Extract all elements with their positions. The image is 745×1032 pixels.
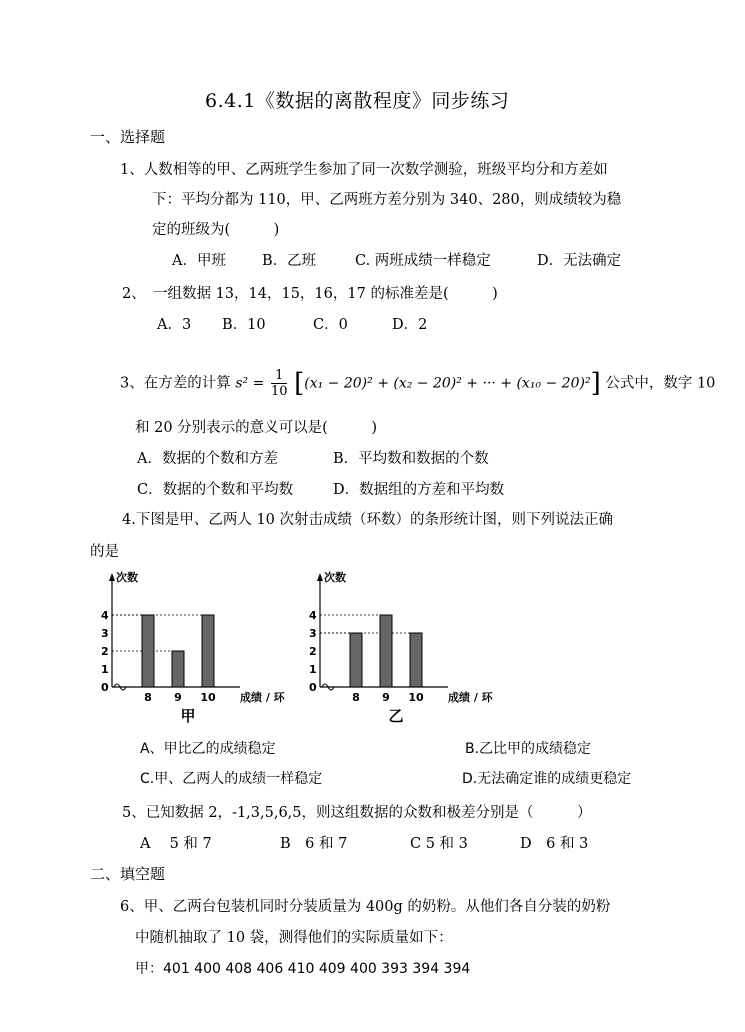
- yi-bar-10: [410, 633, 422, 687]
- q5-option-c: C 5 和 3: [410, 836, 468, 852]
- q5-option-d: D 6 和 3: [520, 836, 589, 852]
- q1-option-c: C. 两班成绩一样稳定: [355, 253, 491, 269]
- q4-option-d: D.无法确定谁的成绩更稳定: [462, 771, 632, 787]
- yi-y-tick-3: 3: [309, 627, 317, 640]
- q3-option-a: A．数据的个数和方差: [137, 451, 278, 467]
- q1-line2: 下：平均分都为 110，甲、乙两班方差分别为 340、280，则成绩较为稳: [152, 192, 622, 208]
- yi-y-tick-4: 4: [309, 609, 317, 622]
- q4-option-b: B.乙比甲的成绩稳定: [465, 741, 592, 757]
- yi-bar-9: [380, 615, 392, 687]
- jia-bar-9: [172, 651, 184, 687]
- q4-line2: 的是: [90, 544, 119, 560]
- jia-y-tick-0: 0: [101, 681, 109, 694]
- yi-bar-8: [350, 633, 362, 687]
- q3-prefix: 3、在方差的计算: [120, 375, 231, 392]
- jia-y-tick-4: 4: [101, 609, 109, 622]
- yi-y-tick-2: 2: [309, 645, 317, 658]
- jia-y-tick-2: 2: [101, 645, 109, 658]
- yi-y-arrow: [317, 573, 323, 581]
- q3-option-b: B．平均数和数据的个数: [333, 451, 489, 467]
- jia-bar-10: [202, 615, 214, 687]
- q3-fraction-numerator: 1: [271, 368, 288, 384]
- q3-fraction-denominator: 10: [270, 384, 288, 399]
- q1-option-b: B．乙班: [262, 253, 317, 269]
- q1-line3: 定的班级为( ): [152, 222, 280, 238]
- q1-option-a: A．甲班: [172, 253, 226, 269]
- q2-line1: 2、 一组数据 13，14，15，16，17 的标准差是( ): [122, 286, 498, 302]
- jia-x-tick-8: 8: [144, 691, 152, 704]
- yi-y-tick-0: 0: [309, 681, 317, 694]
- jia-y-tick-3: 3: [101, 627, 109, 640]
- q5-line1: 5、已知数据 2，-1,3,5,6,5，则这组数据的众数和极差分别是（ ）: [122, 805, 592, 821]
- jia-x-tick-10: 10: [200, 691, 216, 704]
- q3-option-c: C．数据的个数和平均数: [137, 482, 294, 498]
- q6-line3: 甲：401 400 408 406 410 409 400 393 394 394: [135, 961, 471, 977]
- jia-title: 甲: [180, 707, 196, 725]
- q5-option-a: A 5 和 7: [140, 836, 212, 852]
- bar-chart-jia: [90, 565, 300, 730]
- q6-line2: 中随机抽取了 10 袋，测得他们的实际质量如下：: [135, 930, 453, 946]
- q3-option-d: D．数据组的方差和平均数: [333, 482, 505, 498]
- q3-formula-lhs: s² =: [235, 375, 265, 392]
- jia-x-tick-9: 9: [174, 691, 182, 704]
- q2-option-b: B．10: [222, 317, 266, 333]
- q3-formula-line: 3、在方差的计算 s² = $\frac{1}{10}$ [(x₁ − 20)² + (x₂ − 20)² + ··· + (x₁₀ − 20)²] 公式中，数字 10: [120, 368, 716, 399]
- yi-x-tick-9: 9: [382, 691, 390, 704]
- jia-bar-8: [142, 615, 154, 687]
- q3-line2: 和 20 分别表示的意义可以是( ): [135, 420, 377, 436]
- jia-y-tick-1: 1: [101, 663, 109, 676]
- q1-option-d: D．无法确定: [537, 253, 622, 269]
- yi-x-label: 成绩 / 环: [448, 691, 493, 704]
- q2-option-c: C．0: [313, 317, 348, 333]
- page-title: 6.4.1《数据的离散程度》同步练习: [205, 90, 510, 112]
- q4-option-a: A、甲比乙的成绩稳定: [140, 741, 276, 757]
- q2-option-a: A．3: [157, 317, 192, 333]
- q2-option-d: D．2: [392, 317, 428, 333]
- bar-chart-yi: [298, 565, 508, 730]
- yi-title: 乙: [388, 707, 404, 725]
- yi-y-tick-1: 1: [309, 663, 317, 676]
- section-heading-fill: 二、填空题: [90, 865, 166, 883]
- jia-y-arrow: [109, 573, 115, 581]
- yi-x-tick-8: 8: [352, 691, 360, 704]
- q4-option-c: C.甲、乙两人的成绩一样稳定: [140, 771, 323, 787]
- q3-suffix: 公式中，数字 10: [605, 375, 716, 392]
- yi-y-label: 次数: [324, 571, 346, 584]
- q4-line1: 4.下图是甲、乙两人 10 次射击成绩（环数）的条形统计图，则下列说法正确: [122, 512, 614, 528]
- q3-formula-body: (x₁ − 20)² + (x₂ − 20)² + ··· + (x₁₀ − 20)²: [304, 375, 591, 392]
- q5-option-b: B 6 和 7: [280, 836, 348, 852]
- jia-y-label: 次数: [116, 571, 138, 584]
- q1-line1: 1、人数相等的甲、乙两班学生参加了同一次数学测验，班级平均分和方差如: [120, 162, 608, 178]
- q3-fraction: [271, 368, 288, 399]
- section-heading-choice: 一、选择题: [90, 128, 166, 146]
- yi-x-tick-10: 10: [408, 691, 424, 704]
- q6-line1: 6、甲、乙两台包装机同时分装质量为 400g 的奶粉。从他们各自分装的奶粉: [120, 899, 611, 915]
- jia-x-label: 成绩 / 环: [240, 691, 285, 704]
